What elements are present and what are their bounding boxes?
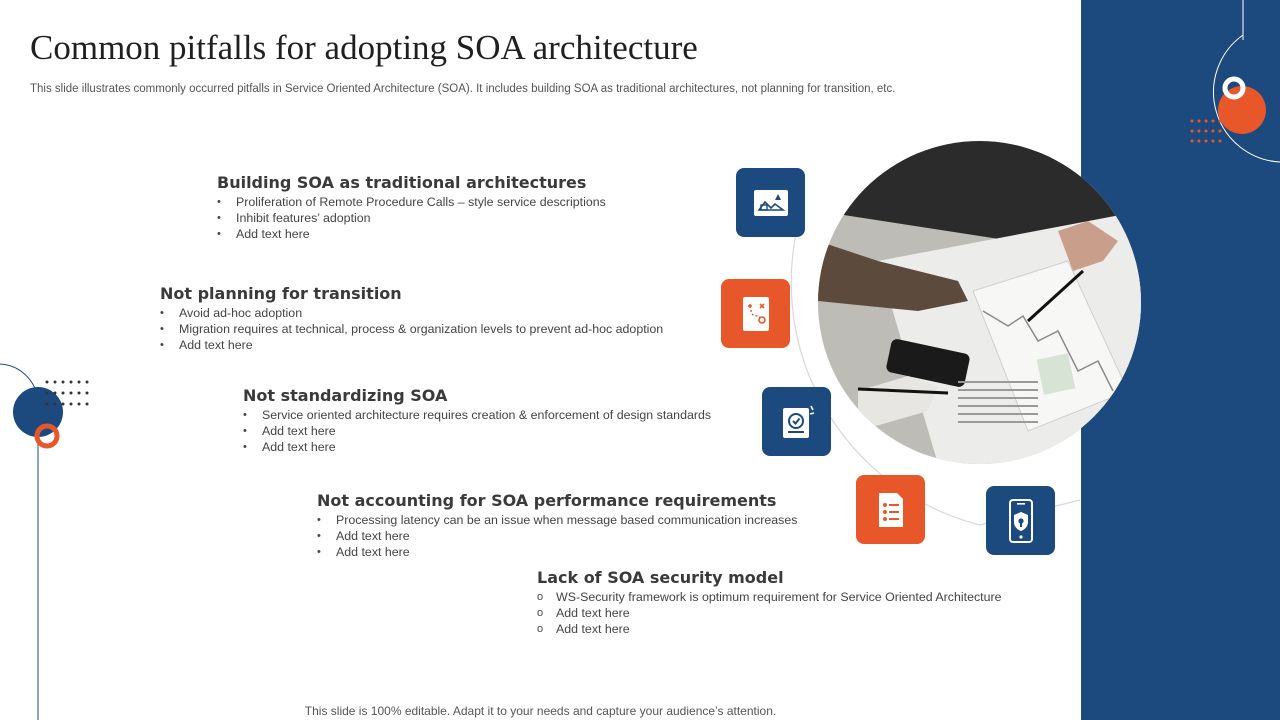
architecture-blueprint-tile	[736, 168, 805, 237]
list-item	[537, 621, 1002, 637]
list-item-text: Inhibit features’ adoption	[236, 211, 371, 225]
list-item-text: Add text here	[236, 227, 310, 241]
list-item	[160, 305, 663, 321]
list-item	[317, 544, 797, 560]
bullet-marker: o	[537, 623, 544, 635]
list-item-text: Proliferation of Remote Procedure Calls – style service descriptions	[236, 195, 606, 209]
list-item-text: Add text here	[336, 529, 410, 543]
list-item	[537, 605, 1002, 621]
bullet-marker: •	[317, 530, 321, 542]
business-meeting-photo	[818, 141, 1141, 464]
list-item-text: Add text here	[556, 622, 630, 636]
pitfall-heading: Not standardizing SOA	[243, 386, 448, 405]
list-item-text: Add text here	[179, 338, 253, 352]
bullet-marker: •	[160, 323, 164, 335]
bullet-marker: •	[243, 441, 247, 453]
mobile-security-tile	[986, 486, 1055, 555]
pitfall-heading: Building SOA as traditional architectures	[217, 173, 587, 192]
list-item	[537, 589, 1002, 605]
bullet-marker: o	[537, 607, 544, 619]
transition-plan-icon	[738, 294, 774, 334]
list-item	[217, 194, 606, 210]
bullet-marker: •	[317, 546, 321, 558]
bullet-marker: •	[243, 425, 247, 437]
list-item	[317, 528, 797, 544]
list-item-text: WS-Security framework is optimum requirement for Service Oriented Architecture	[556, 590, 1002, 604]
pitfall-transition-planning	[160, 284, 663, 353]
performance-checklist-icon	[874, 490, 908, 530]
certificate-standard-icon	[777, 402, 817, 442]
list-item-text: Add text here	[336, 545, 410, 559]
bullet-marker: •	[217, 196, 221, 208]
slide-title: Common pitfalls for adopting SOA architecture	[30, 28, 698, 67]
bullet-marker: •	[217, 212, 221, 224]
list-item-text: Migration requires at technical, process & organization levels to prevent ad-hoc adoption	[179, 322, 664, 336]
bullet-marker: •	[160, 339, 164, 351]
pitfall-performance	[317, 491, 797, 560]
list-item	[243, 423, 711, 439]
list-item-text: Service oriented architecture requires creation & enforcement of design standards	[262, 408, 712, 422]
pitfall-security-model	[537, 568, 1002, 637]
pitfall-heading: Lack of SOA security model	[537, 568, 784, 587]
pitfall-heading: Not accounting for SOA performance requirements	[317, 491, 777, 510]
certificate-standard-tile	[762, 387, 831, 456]
bullet-marker: •	[243, 409, 247, 421]
transition-plan-tile	[721, 279, 790, 348]
list-item-text: Add text here	[262, 424, 336, 438]
slide-subtitle: This slide illustrates commonly occurred pitfalls in Service Oriented Architecture (SOA). It includes building SOA as traditional architectures, not planning for transition, etc.	[30, 83, 896, 95]
list-item-text: Processing latency can be an issue when message based communication increases	[336, 513, 798, 527]
pitfall-traditional-architectures	[217, 173, 606, 242]
architecture-blueprint-icon	[751, 186, 791, 220]
list-item	[317, 512, 797, 528]
mobile-security-icon	[1006, 498, 1036, 544]
bullet-marker: •	[317, 514, 321, 526]
bullet-marker: •	[160, 307, 164, 319]
list-item	[217, 210, 606, 226]
left-decoration	[0, 360, 100, 720]
performance-checklist-tile	[856, 475, 925, 544]
list-item	[243, 407, 711, 423]
pitfall-heading: Not planning for transition	[160, 284, 402, 303]
pitfall-standardizing	[243, 386, 711, 455]
right-decoration	[1180, 0, 1280, 170]
bullet-marker: •	[217, 228, 221, 240]
list-item-text: Avoid ad-hoc adoption	[179, 306, 303, 320]
list-item	[160, 321, 663, 337]
list-item	[243, 439, 711, 455]
list-item	[160, 337, 663, 353]
list-item-text: Add text here	[262, 440, 336, 454]
slide-footer: This slide is 100% editable. Adapt it to your needs and capture your audience’s attention.	[304, 704, 777, 718]
bullet-marker: o	[537, 591, 544, 603]
list-item	[217, 226, 606, 242]
list-item-text: Add text here	[556, 606, 630, 620]
